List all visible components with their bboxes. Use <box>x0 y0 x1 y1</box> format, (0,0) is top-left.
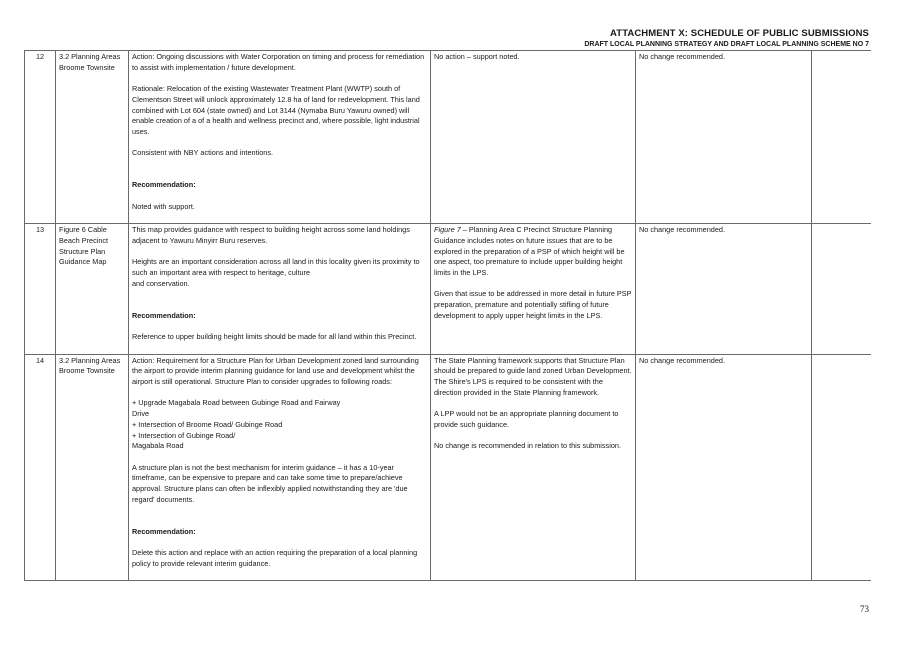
recommendation-heading: Recommendation: <box>132 310 196 320</box>
recommendation-text: Delete this action and replace with an action requiring the preparation of a local planning policy to provide relevant interim guidance. <box>132 548 418 568</box>
response-paragraph: The State Planning framework supports that Structure Plan should be prepared to guide land zoned Urban Development. The Shire's LPS is required to be consistent with the direction provided in the State Planning framework. <box>434 355 632 397</box>
officer-response <box>431 51 636 224</box>
empty-cell <box>812 354 871 581</box>
empty-cell <box>812 224 871 354</box>
document-subtitle: DRAFT LOCAL PLANNING STRATEGY AND DRAFT LOCAL PLANNING SCHEME NO 7 <box>584 41 869 48</box>
response-paragraph: No change is recommended in relation to this submission. <box>434 441 621 451</box>
section-reference: 3.2 Planning Areas Broome Townsite <box>56 354 129 581</box>
table-row <box>25 224 871 354</box>
recommendation-heading: Recommendation: <box>132 180 196 190</box>
response-paragraph: Given that issue to be addressed in more detail in future PSP preparation, premature and potentially stifling of future development to apply upper height limits in the LPS. <box>434 289 632 320</box>
section-reference: 3.2 Planning Areas Broome Townsite <box>56 51 129 224</box>
empty-cell <box>812 51 871 224</box>
submission-number: 14 <box>25 354 56 581</box>
submission-summary <box>129 51 431 224</box>
officer-recommendation: No change recommended. <box>636 354 812 581</box>
officer-recommendation: No change recommended. <box>636 224 812 354</box>
submission-recommendation <box>132 170 427 224</box>
submission-recommendation <box>132 516 427 580</box>
submission-number: 13 <box>25 224 56 354</box>
submission-paragraph: + Upgrade Magabala Road between Gubinge Road and Fairway Drive + Intersection of Broome Road/ Gubinge Road + Intersection of Gubinge Road/ Magabala Road <box>132 398 341 451</box>
response-paragraph: No action – support noted. <box>434 52 520 61</box>
response-paragraph <box>434 225 632 279</box>
officer-response <box>431 354 636 581</box>
submission-paragraph: A structure plan is not the best mechanism for interim guidance – it has a 10-year timeframe, can be expensive to prepare and can take some time to prepare/achieve approval. Structure plans can often be inflexibly applied notwithstanding they are 'due regard' documents. <box>132 462 408 504</box>
submission-paragraph: Consistent with NBY actions and intentions. <box>132 148 274 158</box>
officer-response <box>431 224 636 354</box>
response-text: – Planning Area C Precinct Structure Planning Guidance includes notes on future issues that are to be explored in the preparation of a PSP of which height will be one aspect, too premature to include upper building height limits in the LPS. <box>434 225 625 278</box>
submission-paragraph: Action: Ongoing discussions with Water Corporation on timing and process for remediation to assist with implementation / future development. <box>132 52 425 72</box>
submission-recommendation <box>132 300 427 354</box>
page-number: 73 <box>860 604 869 614</box>
recommendation-text: Noted with support. <box>132 201 195 211</box>
document-title: ATTACHMENT X: SCHEDULE OF PUBLIC SUBMISSIONS <box>610 28 869 39</box>
recommendation-heading: Recommendation: <box>132 526 196 536</box>
officer-recommendation: No change recommended. <box>636 51 812 224</box>
table-row <box>25 51 871 224</box>
submission-paragraph: Rationale: Relocation of the existing Wastewater Treatment Plant (WWTP) south of Clementson Street will unlock approximately 12.8 ha of land for redevelopment. This land combined with Lot 604 (state owned) and Lot 3144 (Nymaba Buru Yawuru owned) will enable creation of a of a health and wellness precinct and, where possible, light industrial uses. <box>132 84 420 136</box>
submission-summary <box>129 354 431 581</box>
submission-paragraph: Action: Requirement for a Structure Plan for Urban Development zoned land surrounding the airport to provide interim planning guidance for land use and development whilst the airport is still operational. Structure Plan to consider upgrades to following roads: <box>132 355 419 387</box>
figure-reference: Figure 7 <box>434 225 461 235</box>
submission-summary <box>129 224 431 354</box>
section-reference: Figure 6 Cable Beach Precinct Structure Plan Guidance Map <box>56 224 129 354</box>
submission-number: 12 <box>25 51 56 224</box>
response-paragraph: A LPP would not be an appropriate planning document to provide such guidance. <box>434 409 619 429</box>
submissions-table <box>24 50 871 581</box>
table-row <box>25 354 871 581</box>
recommendation-text: Reference to upper building height limits should be made for all land within this Precinct. <box>132 332 417 342</box>
submission-paragraph: This map provides guidance with respect to building height across some land holdings adjacent to Yawuru Minyirr Buru reserves. <box>132 225 410 245</box>
submission-paragraph: Heights are an important consideration across all land in this locality given its proximity to such an important area with respect to heritage, culture and conservation. <box>132 257 420 288</box>
